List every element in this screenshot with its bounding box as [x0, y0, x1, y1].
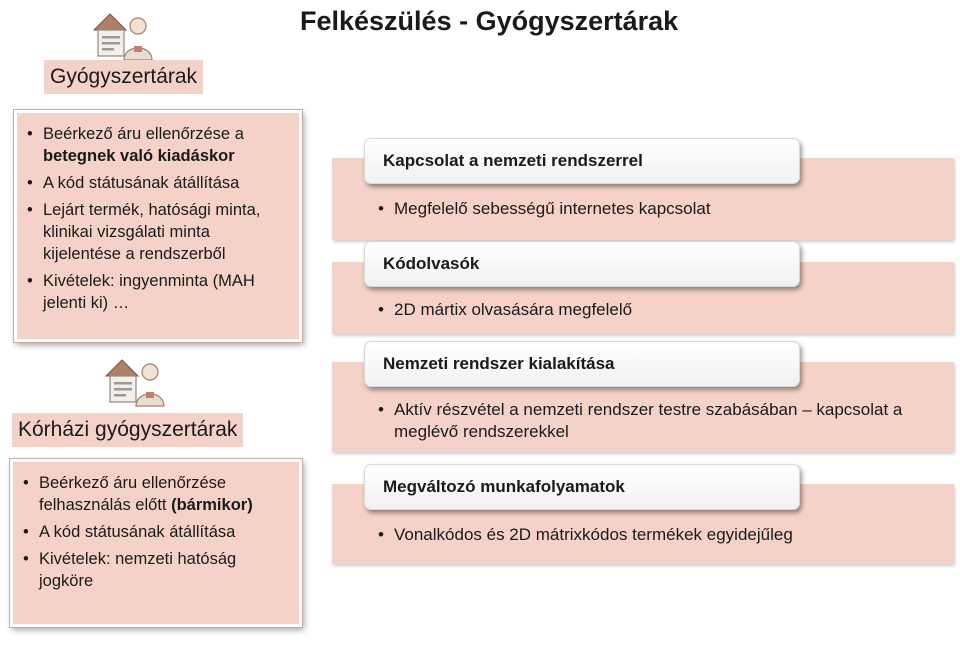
requirement-detail: • 2D mártix olvasására megfelelő [378, 300, 633, 319]
list-item: • Beérkező áru ellenőrzése a betegnek való kiadáskor [27, 123, 289, 167]
section-label-hospital: Kórházi gyógyszertárak [12, 413, 243, 447]
requirement-detail: • Vonalkódos és 2D mátrixkódos termékek egyidejűleg [378, 525, 793, 544]
list-item: • A kód státusának átállítása [23, 521, 289, 543]
pharmacist-document-icon [88, 6, 158, 66]
pharmacy-panel [14, 110, 302, 342]
pharmacy-list [17, 113, 299, 314]
page-title: Felkészülés - Gyógyszertárak [300, 6, 679, 36]
hospital-panel [10, 459, 302, 627]
list-item: • Kivételek: nemzeti hatóság jogköre [23, 548, 289, 592]
pharmacist-document-icon [100, 352, 170, 412]
requirement-heading: Kódolvasók [364, 241, 800, 287]
requirement-detail: • Aktív részvétel a nemzeti rendszer testre szabásában – kapcsolat a meglévő rendszerekkel [378, 400, 903, 441]
hospital-list [13, 462, 299, 592]
list-item: • Lejárt termék, hatósági minta, klinikai vizsgálati minta kijelentése a rendszerből [27, 199, 289, 265]
section-label-pharmacy: Gyógyszertárak [44, 60, 203, 94]
list-item: • Kivételek: ingyenminta (MAH jelenti ki) … [27, 270, 289, 314]
requirement-heading: Megváltozó munkafolyamatok [364, 464, 800, 510]
list-item: • Beérkező áru ellenőrzése felhasználás előtt (bármikor) [23, 472, 289, 516]
requirement-heading: Kapcsolat a nemzeti rendszerrel [364, 138, 800, 184]
requirement-detail: • Megfelelő sebességű internetes kapcsolat [378, 199, 711, 218]
list-item: • A kód státusának átállítása [27, 172, 289, 194]
requirement-heading: Nemzeti rendszer kialakítása [364, 341, 800, 387]
